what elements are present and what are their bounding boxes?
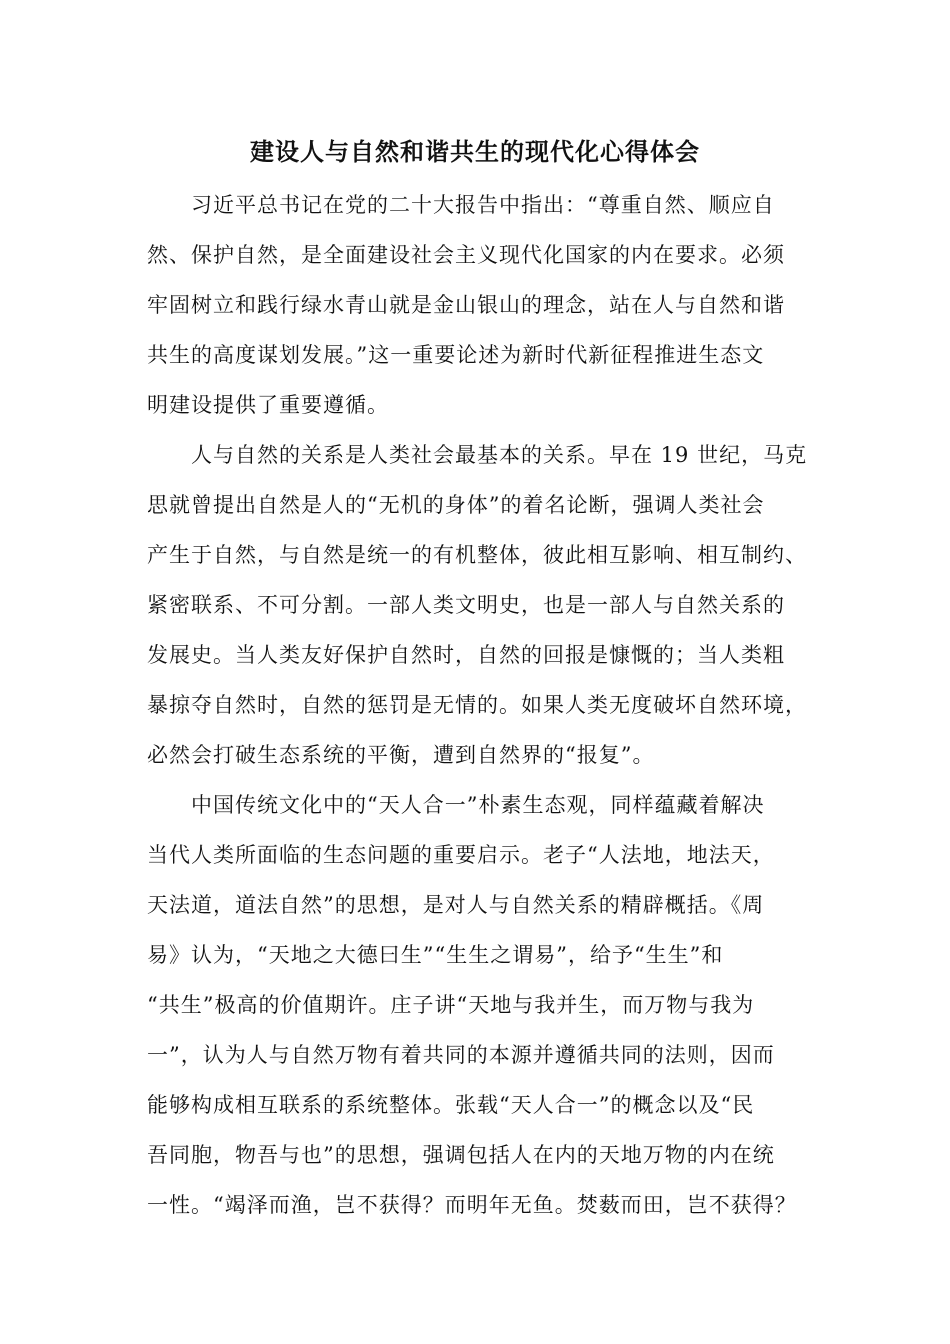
paragraph-3-line-9: 一性。“竭泽而渔，岂不获得？而明年无鱼。焚薮而田，岂不获得？ (147, 1193, 797, 1217)
paragraph-1-line-2: 然、保护自然，是全面建设社会主义现代化国家的内在要求。必须 (147, 243, 785, 267)
paragraph-1-line-1: 习近平总书记在党的二十大报告中指出：“尊重自然、顺应自 (191, 193, 775, 217)
paragraph-3-line-3: 天法道，道法自然”的思想，是对人与自然关系的精辟概括。《周 (147, 893, 765, 917)
paragraph-3-line-8: 吾同胞，物吾与也”的思想，强调包括人在内的天地万物的内在统 (147, 1143, 775, 1167)
paragraph-3-line-6: 一”，认为人与自然万物有着共同的本源并遵循共同的法则，因而 (147, 1043, 775, 1067)
paragraph-3-line-2: 当代人类所面临的生态问题的重要启示。老子“人法地，地法天， (147, 843, 775, 867)
paragraph-2-line-6: 暴掠夺自然时，自然的惩罚是无情的。如果人类无度破坏自然环境， (147, 693, 807, 717)
paragraph-3-line-7: 能够构成相互联系的系统整体。张载“天人合一”的概念以及“民 (147, 1093, 755, 1117)
document-title: 建设人与自然和谐共生的现代化心得体会 (250, 138, 700, 166)
paragraph-3-line-1: 中国传统文化中的“天人合一”朴素生态观，同样蕴藏着解决 (191, 793, 765, 817)
paragraph-2-line-4: 紧密联系、不可分割。一部人类文明史，也是一部人与自然关系的 (147, 593, 785, 617)
paragraph-1-line-4: 共生的高度谋划发展。”这一重要论述为新时代新征程推进生态文 (147, 343, 765, 367)
paragraph-2-line-5: 发展史。当人类友好保护自然时，自然的回报是慷慨的；当人类粗 (147, 643, 785, 667)
paragraph-2-line-7: 必然会打破生态系统的平衡，遭到自然界的“报复”。 (147, 743, 655, 767)
paragraph-2-line-2: 思就曾提出自然是人的“无机的身体”的着名论断，强调人类社会 (147, 493, 765, 517)
paragraph-3-line-5: “共生”极高的价值期许。庄子讲“天地与我并生，而万物与我为 (147, 993, 755, 1017)
paragraph-2-line-3: 产生于自然，与自然是统一的有机整体，彼此相互影响、相互制约、 (147, 543, 807, 567)
paragraph-3-line-4: 易》认为，“天地之大德曰生”“生生之谓易”，给予“生生”和 (147, 943, 724, 967)
paragraph-2-line-1: 人与自然的关系是人类社会最基本的关系。早在 19 世纪，马克 (191, 443, 808, 467)
paragraph-1-line-5: 明建设提供了重要遵循。 (147, 393, 389, 417)
document-body (147, 180, 827, 1230)
paragraph-1-line-3: 牢固树立和践行绿水青山就是金山银山的理念，站在人与自然和谐 (147, 293, 785, 317)
